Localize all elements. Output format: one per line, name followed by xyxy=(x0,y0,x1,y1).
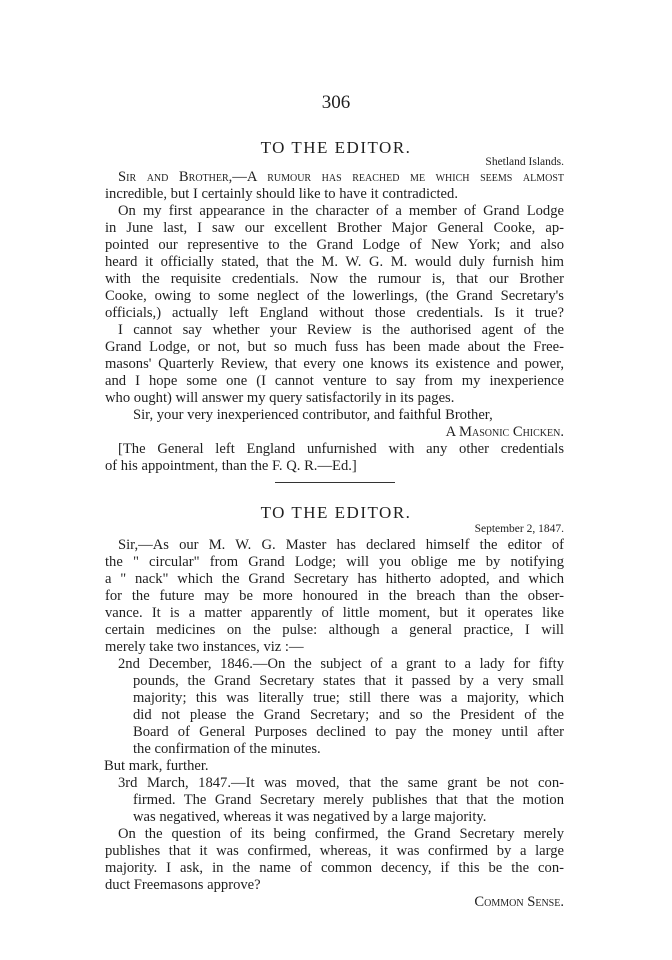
letter2-line-0: Sir,—As our M. W. G. Master has declared himself the editor of xyxy=(118,537,564,553)
letter1-title: TO THE EDITOR. xyxy=(260,138,412,157)
letter1-signature: A Masonic Chicken. xyxy=(445,424,564,440)
page-number: 306 xyxy=(321,92,351,113)
letter2-date: September 2, 1847. xyxy=(474,523,564,535)
section-divider xyxy=(275,482,395,483)
letter1-editor-note-line-2: of his appointment, than the F. Q. R.—Ed.] xyxy=(105,458,357,474)
letter2-line-14: 3rd March, 1847.—It was moved, that the same grant be not con- xyxy=(118,775,564,791)
letter2-line-13: But mark, further. xyxy=(104,758,209,774)
letter1-line-9: I cannot say whether your Review is the authorised agent of the xyxy=(118,322,564,338)
letter2-line-19: majority. I ask, in the name of common decency, if this be the con- xyxy=(105,860,564,876)
letter2-line-5: certain medicines on the pulse: although a general practice, I will xyxy=(105,622,564,638)
letter2-line-1: the " circular" from Grand Lodge; will you oblige me by notifying xyxy=(105,554,564,570)
letter1-line-6: with the requisite credentials. Now the rumour is, that our Brother xyxy=(105,271,564,287)
letter2-line-17: On the question of its being confirmed, the Grand Secretary merely xyxy=(118,826,564,842)
letter1-line-3: in June last, I saw our excellent Brother Major General Cooke, ap- xyxy=(105,220,564,236)
letter2-line-10: did not please the Grand Secretary; and so the President of the xyxy=(133,707,564,723)
letter1-line-13: who ought) will answer my query satisfactorily in its pages. xyxy=(105,390,455,406)
letter2-line-16: was negatived, whereas it was negatived by a large majority. xyxy=(133,809,487,825)
letter1-line-2: On my first appearance in the character of a member of Grand Lodge xyxy=(118,203,564,219)
letter2-line-11: Board of General Purposes declined to pay the money until after xyxy=(133,724,564,740)
letter2-line-9: majority; this was literally true; still there was a majority, which xyxy=(133,690,564,706)
letter2-line-4: vance. It is a matter apparently of little moment, but it operates like xyxy=(105,605,564,621)
letter1-location: Shetland Islands. xyxy=(485,156,564,168)
letter2-title: TO THE EDITOR. xyxy=(260,503,412,522)
letter2-line-8: pounds, the Grand Secretary states that it passed by a very small xyxy=(133,673,564,689)
letter2-line-18: publishes that it was confirmed, whereas, it was confirmed by a large xyxy=(105,843,564,859)
letter1-line-0: Sir and Brother,—A rumour has reached me which seems almost xyxy=(118,169,564,185)
letter1-line-1: incredible, but I certainly should like to have it contradicted. xyxy=(105,186,458,202)
letter2-line-7: 2nd December, 1846.—On the subject of a grant to a lady for fifty xyxy=(118,656,564,672)
letter2-signature: Common Sense. xyxy=(474,894,564,910)
letter2-line-6: merely take two instances, viz :— xyxy=(105,639,304,655)
letter1-line-12: and I hope some one (I cannot venture to say from my inexperience xyxy=(105,373,564,389)
letter1-line-7: Cooke, owing to some neglect of the lowerlings, (the Grand Secretary's xyxy=(105,288,564,304)
letter2-line-20: duct Freemasons approve? xyxy=(105,877,261,893)
letter1-line-8: officials,) actually left England without those credentials. Is it true? xyxy=(105,305,564,321)
letter1-editor-note-line-1: [The General left England unfurnished with any other credentials xyxy=(118,441,564,457)
letter1-line-14: Sir, your very inexperienced contributor, and faithful Brother, xyxy=(133,407,493,423)
letter2-line-15: firmed. The Grand Secretary merely publishes that that the motion xyxy=(133,792,564,808)
letter2-line-2: a " nack" which the Grand Secretary has hitherto adopted, and which xyxy=(105,571,564,587)
letter1-line-10: Grand Lodge, or not, but so much fuss has been made about the Free- xyxy=(105,339,564,355)
letter2-line-3: for the future may be more honoured in the breach than the obser- xyxy=(105,588,564,604)
letter2-line-12: the confirmation of the minutes. xyxy=(133,741,321,757)
letter1-line-11: masons' Quarterly Review, that every one knows its existence and power, xyxy=(105,356,564,372)
letter1-line-5: heard it officially stated, that the M. W. G. M. would duly furnish him xyxy=(105,254,564,270)
letter1-line-4: pointed our representive to the Grand Lodge of New York; and also xyxy=(105,237,564,253)
